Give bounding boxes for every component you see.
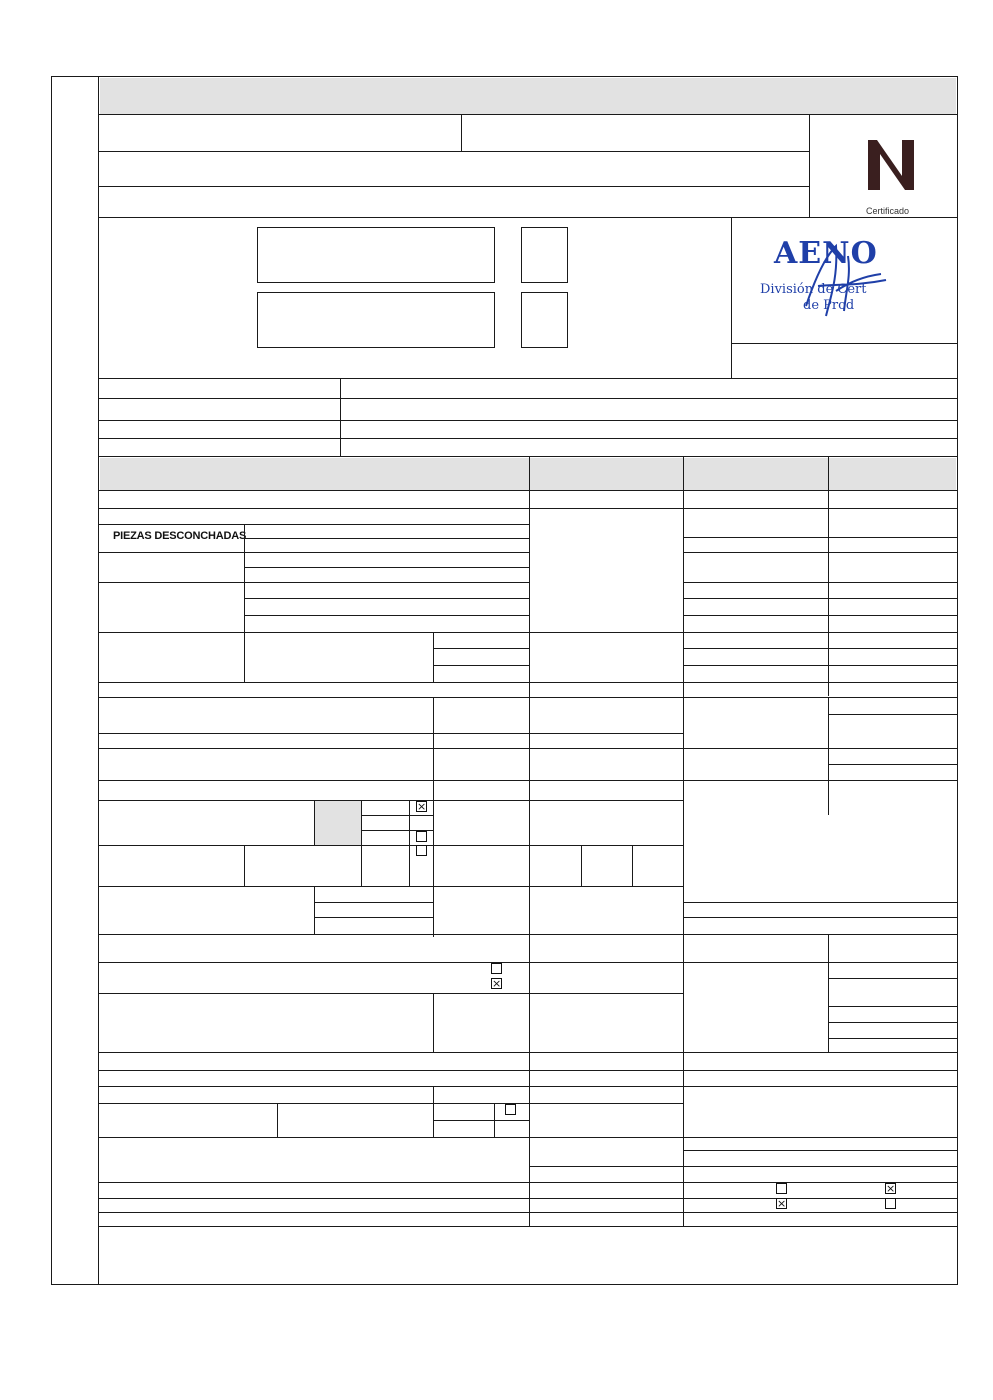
row-567 [244,567,529,568]
checkbox-sides-2[interactable] [416,831,427,842]
row-648 [433,648,529,649]
row-524 [98,524,529,525]
row-845-div-581 [581,845,582,887]
row-748 [98,748,958,749]
row-632 [98,632,529,633]
id-row-2 [98,186,809,187]
row-1006 [828,1006,958,1007]
checkbox-sides-3[interactable] [416,845,427,856]
row-1086 [98,1086,958,1087]
row-902-right [683,902,958,903]
row-538 [244,538,529,539]
data-divider [340,378,341,456]
row-1150 [683,1150,958,1151]
checkbox-result-b1[interactable]: × [886,1182,896,1195]
drawing-bottom-rule [98,378,958,379]
row-714 [828,714,958,715]
sub-divider-433 [433,632,434,682]
row-815 [361,815,433,816]
row-552 [98,552,529,553]
row-845-div-632 [632,845,633,887]
signature-scribble [796,236,896,326]
row-978 [828,978,958,979]
row-508 [98,508,958,509]
row-1120 [433,1120,529,1121]
row-1166 [529,1166,958,1167]
right-row-615 [683,615,958,616]
stamp-divider [731,217,732,379]
right-row-665 [683,665,958,666]
checkbox-result-a2[interactable]: × [777,1197,787,1210]
row-697 [98,697,958,698]
right-row-582 [683,582,958,583]
row-1137 [98,1137,958,1138]
row-962 [98,962,958,963]
checkbox-sides-1[interactable]: × [417,800,427,813]
row-1022 [828,1022,958,1023]
sides-divider-1 [314,800,315,845]
right-row-598 [683,598,958,599]
row-1212 [98,1212,958,1213]
data-row-3 [98,438,958,439]
row-1052 [98,1052,958,1053]
checkbox-result-b2[interactable] [885,1198,896,1209]
low-divider-433 [433,993,434,1053]
row-598 [244,598,529,599]
col-divider-3 [828,456,829,696]
right-row-537 [683,537,958,538]
row-733 [98,733,683,734]
row-665 [433,665,529,666]
stamp-bottom-rule [731,343,958,344]
data-row-1 [98,398,958,399]
low-divider-828 [828,934,829,1052]
row-886-div-314 [314,886,315,934]
sides-divider-3 [409,800,410,886]
row-993 [98,993,683,994]
stamp-line-2: de Prod [803,298,855,313]
results-header-rule [98,490,958,491]
header-rule [98,114,958,115]
row-845-div-244 [244,845,245,887]
row-780 [98,780,958,781]
row-800 [98,800,683,801]
row-682 [98,682,958,683]
data-row-2 [98,420,958,421]
row-615 [244,615,529,616]
row-886 [98,886,683,887]
right-row-648 [683,648,958,649]
checkbox-result-a1[interactable] [776,1183,787,1194]
tile-drawing-side-2 [521,292,568,348]
row-1198 [98,1198,958,1199]
tile-drawing-side-1 [521,227,568,283]
row-1103 [98,1103,683,1104]
stamp-line-1: División de Cert [760,282,867,297]
checkbox-low-3[interactable] [505,1104,516,1115]
sides-divider-2 [361,800,362,886]
row-845 [98,845,683,846]
tile-drawing-front-1 [257,227,495,283]
low-divider-433b [433,1086,434,1137]
id-row-1 [98,151,809,152]
low-divider-277 [277,1103,278,1137]
row-1182 [98,1182,958,1183]
id-row-3 [98,217,958,218]
row-902 [314,902,433,903]
data-row-4 [98,456,958,457]
col-divider-1 [529,456,530,1226]
row-1226 [98,1226,958,1227]
header-band [100,78,956,114]
n-mark-icon [864,136,918,194]
sides-shade [314,801,361,845]
row-582 [98,582,529,583]
row-764 [828,764,958,765]
row-917 [314,917,433,918]
defects-label: PIEZAS DESCONCHADAS [113,530,247,542]
logo-divider [809,114,810,218]
tolerance-divider [244,524,245,682]
col-divider-2 [683,456,684,1226]
stamp-title: AENO [774,236,878,271]
id-divider [461,114,462,152]
checkbox-low-2[interactable]: × [492,977,502,990]
right-row-552 [683,552,958,553]
row-1038 [828,1038,958,1039]
tile-drawing-front-2 [257,292,495,348]
row-934 [98,934,958,935]
certificate-label: Certificado [866,206,910,216]
right-row-632 [529,632,958,633]
row-1070 [98,1070,958,1071]
row-917-right [683,917,958,918]
checkbox-low-1[interactable] [491,963,502,974]
